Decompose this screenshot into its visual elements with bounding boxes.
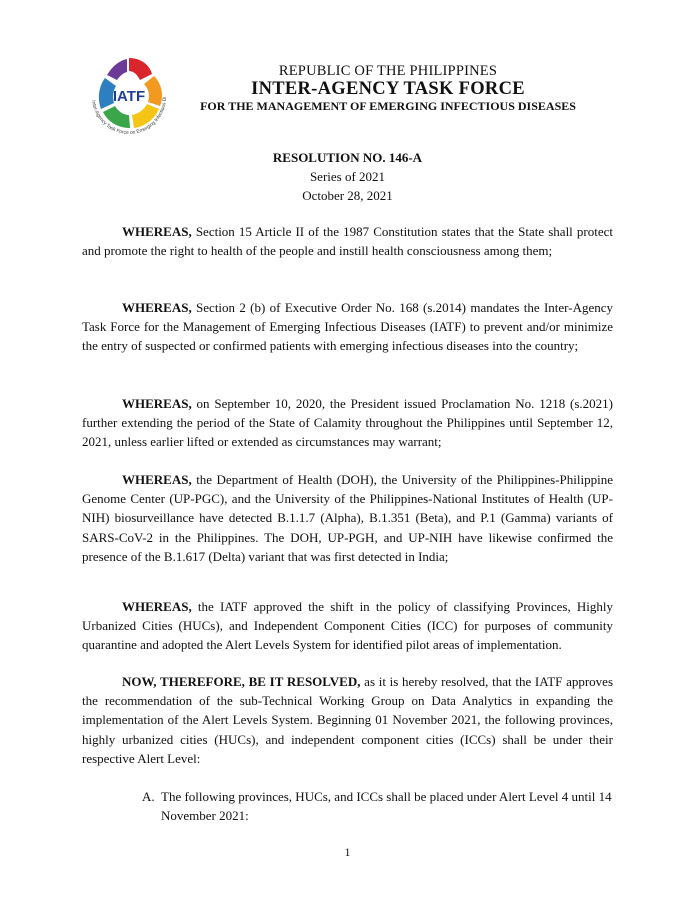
- paragraph-lead: NOW, THEREFORE, BE IT RESOLVED,: [122, 674, 361, 689]
- whereas-paragraph-4: [82, 470, 613, 566]
- logo-ring-text: Inter-Agency Task Force on Emerging Infectious Di: [90, 96, 169, 137]
- whereas-paragraph-1: [82, 222, 613, 260]
- header-agency: INTER-AGENCY TASK FORCE: [251, 79, 525, 99]
- paragraph-lead: WHEREAS,: [122, 472, 192, 487]
- paragraph-text: the IATF approved the shift in the policy of classifying Provinces, Highly Urbanized Cities (HUCs), and Independent Component Cities (ICC) for purposes of community quarantine and adopted the Alert Levels System for identified pilot areas of implementation.: [82, 599, 613, 653]
- paragraph-text: the Department of Health (DOH), the University of the Philippines-Philippine Genome Center (UP-PGC), and the University of the Philippines-National Institutes of Health (UP-NIH) biosurveillance have detected B.1.1.7 (Alpha), B.1.351 (Beta), and P.1 (Gamma) variants of SARS-CoV-2 in the Philippines. The DOH, UP-PGH, and UP-NIH have likewise confirmed the presence of the B.1.617 (Delta) variant that was first detected in India;: [82, 472, 613, 564]
- paragraph-text: Section 15 Article II of the 1987 Constitution states that the State shall protect and promote the right to health of the people and instill health consciousness among them;: [82, 224, 613, 259]
- paragraph-text: Section 2 (b) of Executive Order No. 168 (s.2014) mandates the Inter-Agency Task Force for the Management of Emerging Infectious Diseases (IATF) to prevent and/or minimize the entry of suspected or confirmed patients with emerging infectious diseases into the country;: [82, 300, 613, 354]
- paragraph-text: as it is hereby resolved, that the IATF approves the recommendation of the sub-Technical Working Group on Data Analytics in expanding the implementation of the Alert Levels System. Beginning 01 November 2021, the following provinces, highly urbanized cities (HUCs), and independent component cities (ICCs) shall be under their respective Alert Level:: [82, 674, 614, 766]
- whereas-paragraph-3: [82, 394, 613, 452]
- paragraph-lead: WHEREAS,: [122, 396, 192, 411]
- list-item-text: The following provinces, HUCs, and ICCs shall be placed under Alert Level 4 until 14 November 2021:: [161, 789, 612, 824]
- resolution-number: RESOLUTION NO. 146-A: [272, 150, 423, 165]
- paragraph-text: on September 10, 2020, the President issued Proclamation No. 1218 (s.2021) further extending the period of the State of Calamity throughout the Philippines until September 12, 2021, unless earlier lifted or extended as circumstances may warrant;: [82, 396, 613, 450]
- paragraph-lead: WHEREAS,: [122, 300, 192, 315]
- resolution-series: Series of 2021: [309, 169, 386, 184]
- paragraph-lead: WHEREAS,: [122, 599, 192, 614]
- iatf-logo: [84, 52, 174, 142]
- logo-text: IATF: [112, 88, 146, 105]
- paragraph-lead: WHEREAS,: [122, 224, 192, 239]
- list-item-a: [142, 787, 613, 825]
- header-subtitle: FOR THE MANAGEMENT OF EMERGING INFECTIOUS DISEASES: [200, 99, 576, 113]
- whereas-paragraph-5: [82, 597, 613, 655]
- resolution-date: October 28, 2021: [302, 188, 393, 203]
- header-republic: REPUBLIC OF THE PHILIPPINES: [278, 63, 498, 79]
- page-number: 1: [344, 845, 351, 859]
- list-marker: A.: [142, 789, 155, 804]
- resolved-paragraph: [82, 672, 613, 768]
- whereas-paragraph-2: [82, 298, 613, 356]
